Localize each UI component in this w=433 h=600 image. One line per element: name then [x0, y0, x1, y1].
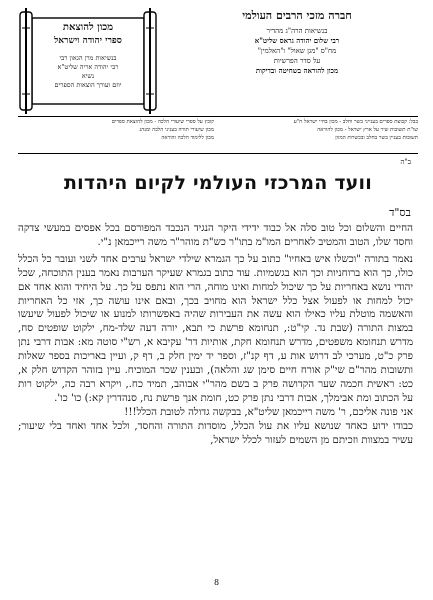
emblem-line-5: נשיא: [81, 72, 95, 80]
page-title: וועד המרכזי העולמי לקיום היהדות: [63, 172, 372, 194]
contact-column-left: [18, 118, 214, 142]
body-paragraph-main: נאמר בתורה "וכשלו איש באחיו" כתוב על כך הגמרא שילדי ישראל ערבים אחד לשני ועובר כל הכלל כולו, כך הוא ברוחניות וכך הוא בגשמיות. עוד כתוב בגמרא שעיקר הערבות נאמר בענין התוכחה, שכל יהודי נושא באחריות על כך שיכול למחות ואינו מוחה, הרי הוא נתפס על כך. על היחיד והוא אחד אם יכול למחות או לפעול אצל כלל ישראל הוא מחויב בכך, ובאם אינו עושה כך, אזי כל האחריות והאשמה מוטלת עליו כאילו הוא עשה את העבירות שהיה באפשרותו למנוע או שיכול לפעול שיעשו במצות התורה (שבת נד. קי"ט:, תנחומא פרשת כי תבא, יורה דעה שלד-מח, ילקוט שופטים סח, מדרש תנחומא משפטים, מדרש תנחומא חקת, אותיות דר' עקיבא א, רש"י סוטה מא: אבות דרבי נתן פרק כ"ט, מערכי לב דרוש אות ע, דף קנ"ז, וספר יד ימין חלק ב, דף ק, ועיין באריכות בספר שאלות ותשובות מהר"ם שי"ק אורח חיים סימן שג והלאה), ובענין שכר המוכיח. עיין בזוהר הקדוש חלק א, כט: ראשית חכמה שער הקדושה פרק ב בשם מהר"י אבוהב, תמיד כח., ויקרא רבה כה, ילקוט רות על הכתוב ומת אבימלך, אבות דרבי נתן פרק כט, חומת אנך פרשת נח, סנהדרין קא:) כו' כו'.: [18, 253, 413, 404]
page-number: 8: [213, 578, 220, 587]
organization-block: [168, 8, 426, 76]
org-line-4: על סדר הפרשיות: [273, 57, 321, 65]
body-paragraph-greeting: החיים והשלום וכל טוב סלה אל כבוד ידידי היקר הנגיד הנכבד המפורסם בכל אפסים במעשי צדקה וחסד שלו, הטוב והמטיב לאחרים המו"מ בתו"ר כש"ת מוהר"ר משה רייכמאן נ"י.: [18, 223, 413, 248]
emblem-title-line1: מכון להוצאת: [62, 22, 114, 33]
date-mark: ב"ה: [400, 158, 411, 166]
letter-body: [18, 222, 413, 448]
emblem-line-4: רבי יהודה אריה שליט"א: [57, 63, 119, 71]
org-line-5: מכון להוראה בשחיטה ובדיקות: [255, 66, 339, 75]
contact-left-line-3: מכון ללימוד הלכה והוראה: [161, 135, 214, 141]
header-divider-bottom: [18, 153, 418, 154]
contact-left-line-2: מכון שיעורי תורה בעניני הלכה ומנהג: [139, 127, 214, 133]
contact-right-line-3: תשובות בעניין בשר בחלב ובכשרות המזון: [335, 135, 418, 141]
emblem-line-6: יוזם ועורך הוצאות הספרים: [54, 81, 122, 89]
heading-mark: בס"ד: [389, 206, 411, 219]
letterhead: [18, 8, 426, 116]
organization-name: חברה מזכי הרבים העולמי: [242, 9, 352, 22]
emblem-line-3: בנשיאות מרן הגאון רבי: [59, 54, 117, 62]
header-divider-top: [18, 116, 418, 117]
org-line-3: מח"ס "מגן שאול" ו"האלמין": [257, 47, 337, 55]
org-line-1: בנשיאות הרה"ג מהדיר: [266, 27, 328, 35]
body-paragraph-closing: כבודו ידוע כאחד שנושא עליו את עול הכלל, מוסדות התורה והחסד, ולכל אחד ואחד בלי שיעור; עשיר במצוות וזכיתם מן השמים לעזור לכלל ישראל,: [18, 420, 413, 446]
contact-right-line-2: שו"ת תשובות שיר על ארץ ישראל - מכון להוראה: [317, 127, 418, 133]
emblem-title-line2: ספרי יהודה וישראל: [54, 36, 122, 46]
org-line-2: רבי שלום יהודה גראס שליט"א: [254, 36, 340, 45]
contact-left-line-1: קובץ על ספרי שיעורי הלכה - מכון להוצאת ספרים: [111, 119, 214, 125]
contact-details: [18, 118, 418, 152]
contact-right-line-1: בבל: קבוצת ספרים בענייני בשר וחלב - מכון בחיי ישראל ח"ע: [293, 119, 418, 125]
body-paragraph-request: אני פונה אליכם, ר' משה רייכמאן שליט"א, בבקשה גדולה לטובת הכלל!!!: [124, 406, 413, 418]
contact-column-right: [222, 118, 418, 142]
torah-scroll-emblem: [18, 8, 158, 116]
